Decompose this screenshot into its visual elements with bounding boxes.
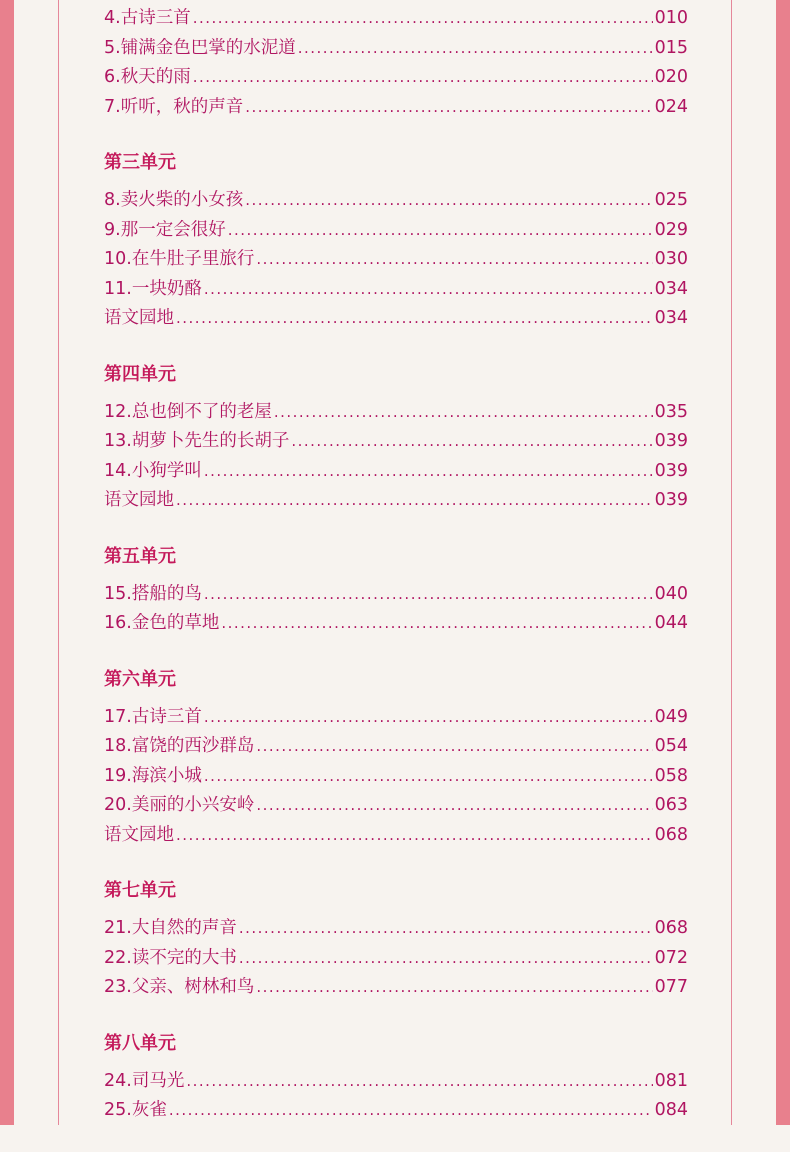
table-of-contents [104, 0, 688, 1152]
entry-title: 4.古诗三首 [104, 8, 191, 28]
dot-leader [176, 821, 653, 851]
toc-entry[interactable] [104, 973, 688, 1003]
toc-entry[interactable] [104, 732, 688, 762]
unit-section [104, 542, 688, 639]
entry-title: 7.听听，秋的声音 [104, 96, 244, 117]
toc-entry[interactable] [104, 1067, 688, 1097]
dot-leader [245, 186, 652, 216]
dot-leader [193, 63, 653, 93]
dot-leader [256, 245, 652, 275]
entry-title: 17.古诗三首 [104, 706, 202, 727]
entry-title: 16.金色的草地 [104, 613, 220, 633]
dot-leader [193, 4, 653, 34]
entry-title: 语文园地 [104, 308, 174, 328]
unit-heading: 第三单元 [104, 152, 176, 173]
dot-leader [256, 791, 652, 821]
unit-section [104, 148, 688, 334]
entry-page-number: 015 [654, 37, 688, 58]
toc-entry[interactable] [104, 609, 688, 639]
dot-leader [204, 580, 653, 610]
toc-entry[interactable] [104, 304, 688, 334]
entry-title: 8.卖火柴的小女孩 [104, 190, 244, 210]
toc-entry[interactable] [104, 275, 688, 305]
entry-title: 25.灰雀 [104, 1100, 167, 1120]
entry-page-number: 054 [654, 736, 688, 756]
right-decorative-band [776, 0, 790, 1125]
entry-title: 20.美丽的小兴安岭 [104, 795, 255, 815]
dot-leader [204, 703, 653, 733]
dot-leader [221, 609, 652, 639]
dot-leader [245, 93, 652, 123]
entry-title: 5.铺满金色巴掌的水泥道 [104, 37, 296, 58]
entry-page-number: 040 [654, 583, 688, 604]
entry-page-number: 034 [654, 278, 688, 299]
toc-entry[interactable] [104, 4, 688, 34]
entry-page-number: 063 [654, 795, 688, 815]
toc-entry[interactable] [104, 245, 688, 275]
entry-page-number: 029 [654, 219, 688, 240]
entry-title: 11.一块奶酪 [104, 278, 202, 299]
entry-page-number: 034 [654, 308, 688, 328]
entry-title: 13.胡萝卜先生的长胡子 [104, 431, 290, 451]
toc-entry[interactable] [104, 914, 688, 944]
left-page-border [58, 0, 59, 1125]
entry-page-number: 058 [654, 765, 688, 786]
entry-title: 24.司马光 [104, 1070, 185, 1091]
entry-page-number: 081 [654, 1070, 688, 1091]
dot-leader [291, 427, 652, 457]
entry-page-number: 068 [654, 824, 688, 845]
entry-title: 语文园地 [104, 490, 174, 510]
unit-section [104, 4, 688, 122]
unit-heading: 第六单元 [104, 668, 176, 690]
toc-entry[interactable] [104, 821, 688, 851]
entry-page-number: 039 [654, 460, 688, 481]
toc-entry[interactable] [104, 186, 688, 216]
entry-title: 6.秋天的雨 [104, 67, 191, 87]
entry-title: 18.富饶的西沙群岛 [104, 736, 255, 756]
unit-heading: 第八单元 [104, 1032, 176, 1054]
entry-title: 12.总也倒不了的老屋 [104, 401, 272, 422]
unit-heading: 第五单元 [104, 545, 176, 567]
unit-heading: 第四单元 [104, 363, 176, 385]
toc-entry[interactable] [104, 762, 688, 792]
entry-title: 22.读不完的大书 [104, 947, 237, 968]
dot-leader [176, 486, 653, 516]
dot-leader [176, 304, 653, 334]
right-page-border [731, 0, 732, 1125]
entry-title: 10.在牛肚子里旅行 [104, 249, 255, 269]
toc-entry[interactable] [104, 427, 688, 457]
dot-leader [239, 914, 653, 944]
dot-leader [204, 762, 653, 792]
entry-page-number: 084 [654, 1100, 688, 1120]
entry-page-number: 039 [654, 431, 688, 451]
entry-page-number: 077 [654, 977, 688, 997]
dot-leader [274, 398, 653, 428]
entry-page-number: 030 [654, 249, 688, 269]
left-decorative-band [0, 0, 14, 1125]
unit-section [104, 1029, 688, 1126]
entry-page-number: 024 [654, 96, 688, 117]
dot-leader [204, 457, 653, 487]
unit-section [104, 665, 688, 851]
toc-entry[interactable] [104, 457, 688, 487]
entry-page-number: 049 [654, 706, 688, 727]
dot-leader [256, 732, 652, 762]
entry-title: 15.搭船的鸟 [104, 583, 202, 604]
unit-section [104, 876, 688, 1003]
entry-title: 语文园地 [104, 824, 174, 845]
entry-page-number: 020 [654, 67, 688, 87]
dot-leader [204, 275, 653, 305]
toc-entry[interactable] [104, 944, 688, 974]
dot-leader [239, 944, 653, 974]
unit-section [104, 360, 688, 516]
entry-page-number: 072 [654, 947, 688, 968]
dot-leader [228, 216, 653, 246]
dot-leader [256, 973, 652, 1003]
dot-leader [298, 34, 653, 64]
toc-entry[interactable] [104, 1096, 688, 1126]
dot-leader [169, 1096, 653, 1126]
dot-leader [186, 1067, 652, 1097]
toc-entry[interactable] [104, 580, 688, 610]
entry-title: 21.大自然的声音 [104, 918, 237, 938]
toc-entry[interactable] [104, 486, 688, 516]
entry-page-number: 039 [654, 490, 688, 510]
toc-entry[interactable] [104, 703, 688, 733]
entry-page-number: 068 [654, 918, 688, 938]
entry-page-number: 044 [654, 613, 688, 633]
entry-page-number: 010 [654, 8, 688, 28]
entry-page-number: 025 [654, 190, 688, 210]
toc-entry[interactable] [104, 791, 688, 821]
toc-entry[interactable] [104, 93, 688, 123]
entry-page-number: 035 [654, 401, 688, 422]
entry-title: 14.小狗学叫 [104, 460, 202, 481]
toc-entry[interactable] [104, 63, 688, 93]
toc-entry[interactable] [104, 398, 688, 428]
toc-entry[interactable] [104, 34, 688, 64]
entry-title: 9.那一定会很好 [104, 219, 226, 240]
unit-heading: 第七单元 [104, 880, 176, 901]
entry-title: 19.海滨小城 [104, 765, 202, 786]
entry-title: 23.父亲、树林和鸟 [104, 977, 255, 997]
toc-entry[interactable] [104, 216, 688, 246]
